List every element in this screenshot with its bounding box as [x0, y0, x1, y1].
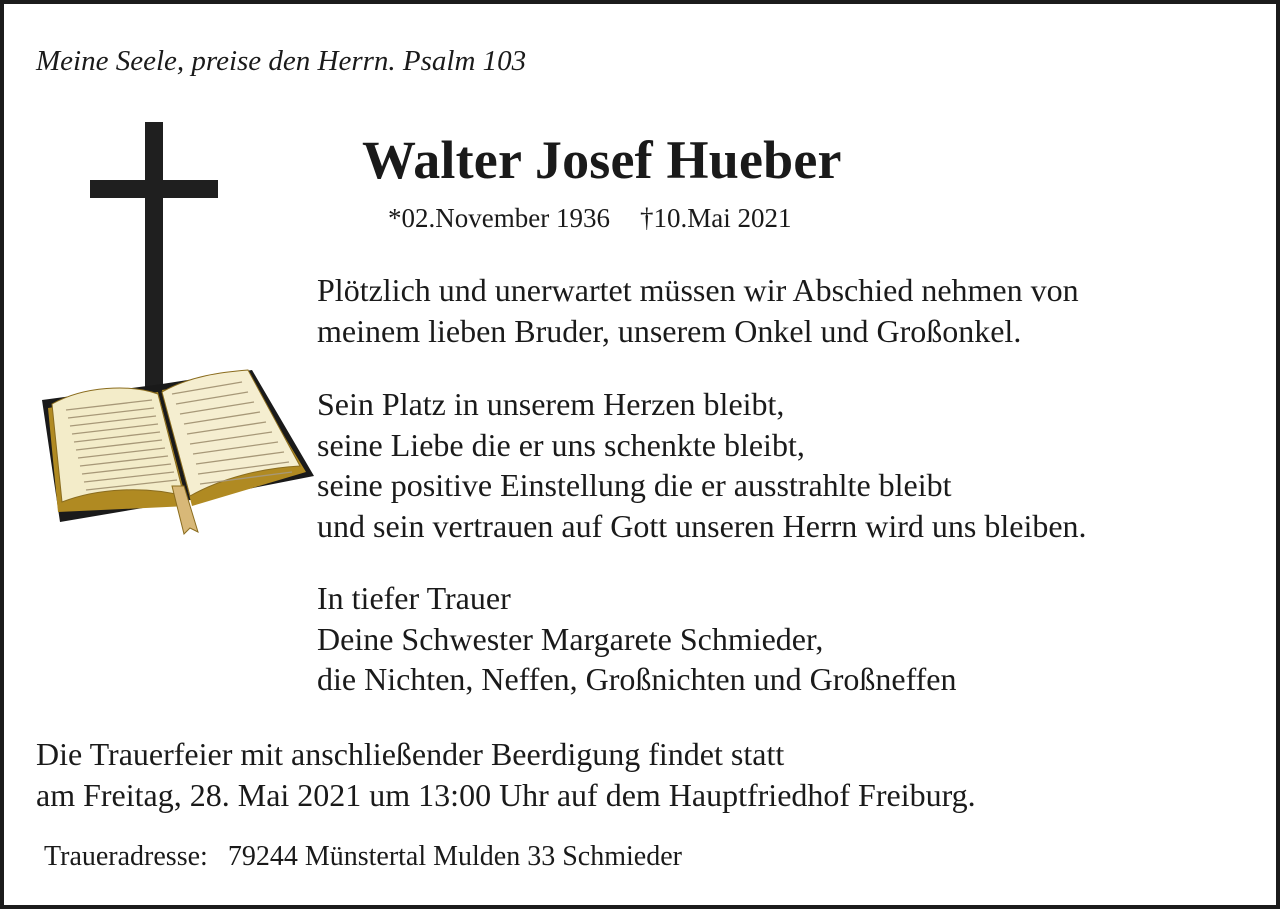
deceased-name: Walter Josef Hueber — [362, 130, 842, 190]
mourner-line: Deine Schwester Margarete Schmieder, — [317, 620, 824, 657]
announcement-line: meinem lieben Bruder, unserem Onkel und Großonkel. — [317, 312, 1022, 349]
birth-date: *02.November 1936 — [388, 203, 610, 233]
memorial-verse — [317, 384, 1087, 546]
funeral-info — [36, 734, 976, 816]
announcement-text — [317, 270, 1079, 351]
mourning-address — [44, 838, 682, 876]
address-value: 79244 Münstertal Mulden 33 Schmieder — [227, 841, 682, 872]
cross-icon — [90, 122, 218, 400]
verse-line: und sein vertrauen auf Gott unseren Herrn wird uns bleiben. — [317, 507, 1087, 544]
address-label: Traueradresse: — [44, 841, 208, 872]
open-bible-icon — [42, 370, 314, 534]
mourners-block — [317, 578, 957, 700]
cross-and-bible-icon — [34, 114, 324, 544]
funeral-line: am Freitag, 28. Mai 2021 um 13:00 Uhr auf dem Hauptfriedhof Freiburg. — [36, 777, 976, 813]
verse-line: Sein Platz in unserem Herzen bleibt, — [317, 386, 785, 422]
announcement-line: Plötzlich und unerwartet müssen wir Abschied nehmen von — [317, 272, 1079, 308]
mourning-phrase: In tiefer Trauer — [317, 580, 511, 616]
mourner-line: die Nichten, Neffen, Großnichten und Großneffen — [317, 661, 957, 697]
psalm-motto: Meine Seele, preise den Herrn. Psalm 103 — [36, 45, 527, 77]
verse-line: seine Liebe die er uns schenkte bleibt, — [317, 426, 805, 463]
funeral-line: Die Trauerfeier mit anschließender Beerdigung findet statt — [36, 736, 785, 772]
death-date: †10.Mai 2021 — [639, 203, 792, 233]
life-dates — [388, 200, 791, 236]
verse-line: seine positive Einstellung die er ausstrahlte bleibt — [317, 467, 952, 503]
